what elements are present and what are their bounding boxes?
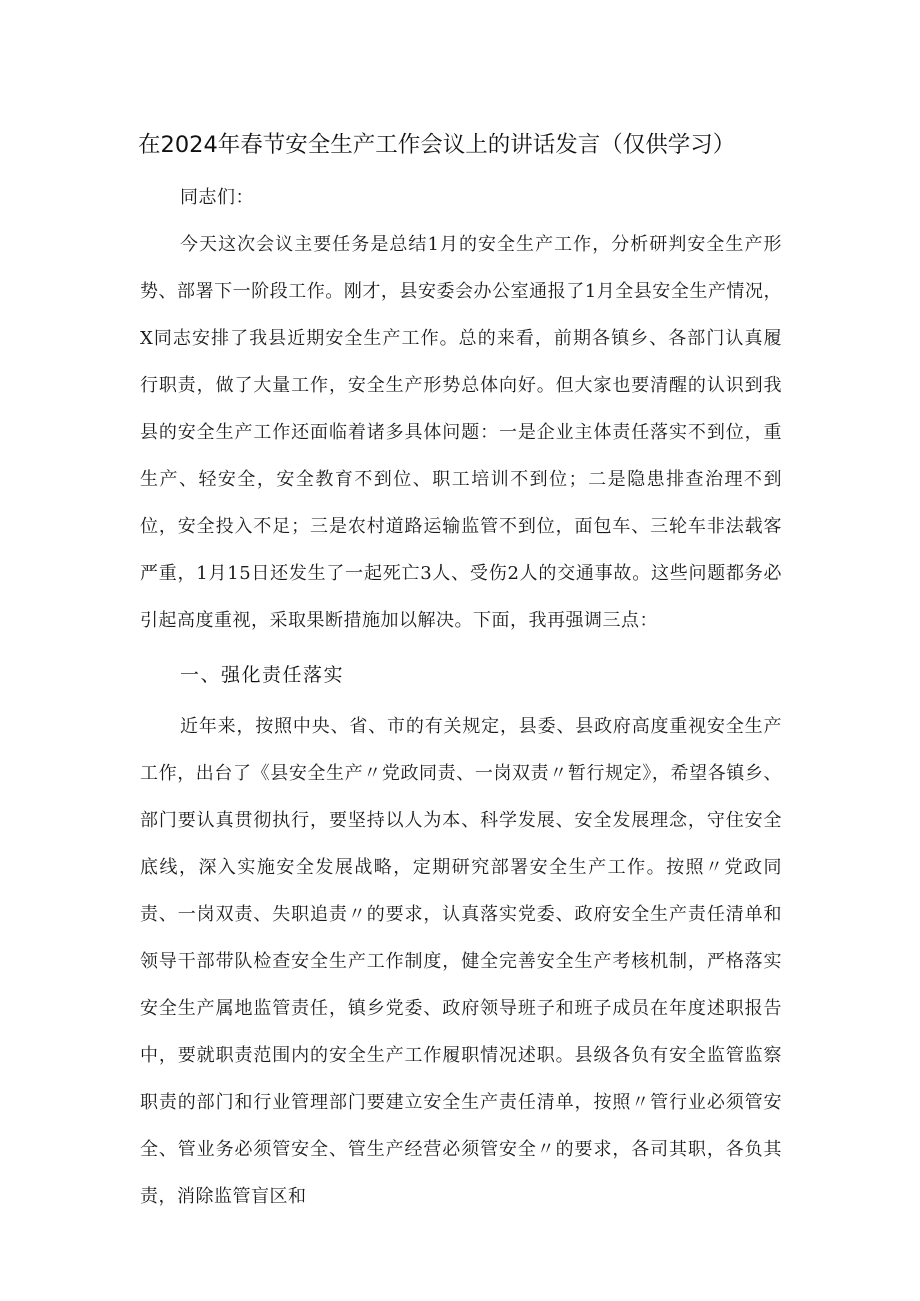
body-paragraph: 近年来，按照中央、省、市的有关规定，县委、县政府高度重视安全生产工作，出台了《县安全生产〃党政同责、一岗双责〃暂行规定》，希望各镇乡、部门要认真贯彻执行，要坚持以人为本、科学发展、安全发展理念，守住安全底线，深入实施安全发展战略，定期研究部署安全生产工作。按照〃党政同责、一岗双责、失职追责〃的要求，认真落实党委、政府安全生产责任清单和领导干部带队检查安全生产工作制度，健全完善安全生产考核机制，严格落实安全生产属地监管责任，镇乡党委、政府领导班子和班子成员在年度述职报告中，要就职责范围内的安全生产工作履职情况述职。县级各负有安全监管监察职责的部门和行业管理部门要建立安全生产责任清单，按照〃管行业必须管安全、管业务必须管安全、管生产经营必须管安全〃的要求，各司其职，各负其责，消除监管盲区和: [140, 716, 782, 1207]
greeting-line: 同志们：: [180, 187, 254, 208]
section-heading: 一、强化责任落实: [180, 664, 345, 686]
body-paragraph: 今天这次会议主要任务是总结1月的安全生产工作，分析研判安全生产形势、部署下一阶段工作。刚才，县安委会办公室通报了1月全县安全生产情况，X同志安排了我县近期安全生产工作。总的来看，前期各镇乡、各部门认真履行职责，做了大量工作，安全生产形势总体向好。但大家也要清醒的认识到我县的安全生产工作还面临着诸多具体问题：一是企业主体责任落实不到位，重生产、轻安全，安全教育不到位、职工培训不到位；二是隐患排查治理不到位，安全投入不足；三是农村道路运输监管不到位，面包车、三轮车非法载客严重，1月15日还发生了一起死亡3人、受伤2人的交通事故。这些问题都务必引起高度重视，采取果断措施加以解决。下面，我再强调三点：: [140, 234, 782, 631]
document-title: 在2024年春节安全生产工作会议上的讲话发言（仅供学习）: [138, 132, 736, 158]
